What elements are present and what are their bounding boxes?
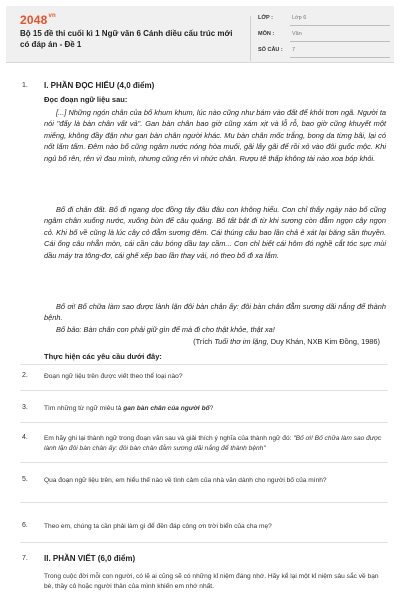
question-text-pre: Tìm những từ ngữ miêu tả: [44, 405, 124, 412]
meta-class-underline: [290, 25, 390, 26]
section-heading-writing: II. PHẦN VIẾT (6,0 điểm): [44, 554, 136, 563]
divider: [20, 502, 388, 503]
passage-source: [193, 337, 380, 346]
question-number: 2.: [22, 372, 28, 379]
meta-subject-value: Văn: [292, 31, 302, 37]
passage-text: [...] Những ngón chân của bố khum khum, lúc nào cũng như bám vào đất để khỏi trơn ngã. Người ta nói "đấy là bàn chân vất vả". Gan bàn chân bao giờ cũng xám xịt và lỗ rỗ, bao giờ cũng khuyết một miếng, không đầy đặn như gan bàn chân người khác. Mu bàn chân mốc trắng, bong da từng bãi, lại có nốt lấm tấm. Đêm nào bố cũng ngâm nước nóng hòa muối, gãi lấy gãi để rồi xỏ vào đôi guốc mộc. Khi ngủ bố rên, rên vì đau mình, nhưng cũng rên vì nhức chân. Rượu tê thấp không tài nào xoa bóp khỏi.: [44, 108, 386, 163]
header-divider: [250, 16, 251, 61]
meta-count-row: [258, 47, 398, 59]
question-text: [44, 404, 384, 414]
passage-text: Bố bảo: Bàn chân con phải giữ gìn để mà đi cho thật khỏe, thật xa!: [56, 325, 275, 334]
question-number: 3.: [22, 404, 28, 411]
source-rest: , Duy Khán, NXB Kim Đồng, 1986): [266, 337, 380, 346]
meta-count-underline: [290, 57, 390, 58]
divider: [20, 422, 388, 423]
logo-text: 2048: [20, 13, 48, 27]
meta-subject-row: [258, 31, 398, 43]
task-heading: Thực hiện các yêu cầu dưới đây:: [44, 352, 162, 361]
section-heading-reading: I. PHẦN ĐỌC HIỂU (4,0 điểm): [44, 81, 155, 90]
question-number: 4.: [22, 434, 28, 441]
question-number: 7.: [22, 555, 28, 562]
meta-count-label: SỐ CÂU :: [258, 47, 283, 53]
meta-class-value: Lớp 6: [292, 15, 307, 21]
source-title: Tuổi thơ im lặng: [214, 337, 267, 346]
question-text: Trong cuộc đời mỗi con người, có lẽ ai cũng sẽ có những kỉ niệm đáng nhớ. Hãy kể lại một kỉ niệm sâu sắc về bạn bè, thầy cô hoặc người thân của mình khiến em nhớ nhất.: [44, 573, 379, 590]
passage-paragraph-4: [44, 324, 386, 335]
passage-text: Bố đi chăn đất. Bố đi ngang dọc đồng tây đâu đâu con không hiểu. Con chỉ thấy ngày nào bố cũng ngâm chân xuống nước, xuống bùn để câu quăng. Bố tất bật đi từ khi sương còn đẫm ngọn cây ngọn cỏ. Khi bố về cũng là lúc cây cỏ đẫm sương đêm. Cái thúng câu bao lần chả ẻ xát lại băng sần thuyền. Cái ống câu nhẵn mòn, cái cần câu bóng dầu tay cầm... Con chỉ biết cái hôm đó nghề cắt tóc sực mùi dầu máy tra tông-đơ, cái ghế xếp bao lần thay vải, nó theo bố đi xa lắm.: [44, 205, 386, 260]
question-text: Theo em, chúng ta cần phải làm gì để đền đáp công ơn trời biển của cha mẹ?: [44, 523, 272, 530]
question-text-post: ?: [209, 405, 214, 412]
divider: [20, 364, 388, 365]
document-header: [6, 6, 394, 63]
source-open: (Trích: [193, 337, 215, 346]
divider: [20, 390, 388, 391]
passage-paragraph-3: [44, 301, 386, 324]
logo-suffix: vn: [48, 13, 56, 19]
meta-count-value: 7: [292, 47, 296, 53]
passage-paragraph-1: [44, 107, 386, 164]
passage-paragraph-2: [44, 204, 386, 261]
meta-class-row: [258, 15, 398, 27]
question-number: 1.: [22, 82, 28, 89]
question-number: 5.: [22, 476, 28, 483]
meta-class-label: LỚP :: [258, 15, 273, 21]
question-text: Qua đoạn ngữ liệu trên, em hiểu thế nào về tình cảm của nhà văn dành cho người bố của mình?: [44, 477, 327, 484]
question-quote: "Bố ơi! Bố chữa làm sao được lành lặn đôi bàn chân ấy: đôi bàn chân đẫm sương dãi nắng để thành bệnh": [44, 435, 382, 452]
meta-subject-label: MÔN :: [258, 31, 275, 37]
passage-text: Bố ơi! Bố chữa làm sao được lành lặn đôi bàn chân ấy: đôi bàn chân đẫm sương dãi nắng để thành bệnh.: [44, 302, 386, 323]
exam-content: [6, 62, 394, 600]
question-text: [44, 434, 384, 454]
question-highlight: gan bàn chân của người bố: [123, 405, 210, 412]
site-logo[interactable]: [20, 13, 56, 27]
divider: [20, 462, 388, 463]
question-text: Đoạn ngữ liệu trên được viết theo thể loại nào?: [44, 373, 183, 380]
document-title: Bộ 15 đề thi cuối kì 1 Ngữ văn 6 Cánh diều cấu trúc mới có đáp án - Đề 1: [20, 29, 233, 49]
divider: [20, 542, 388, 543]
reading-instruction: Đọc đoạn ngữ liệu sau:: [44, 95, 128, 104]
question-number: 6.: [22, 522, 28, 529]
question-text-pre: Em hãy ghi lại thành ngữ trong đoạn văn sau và giải thích ý nghĩa của thành ngữ đó:: [44, 435, 294, 442]
meta-subject-underline: [290, 41, 390, 42]
